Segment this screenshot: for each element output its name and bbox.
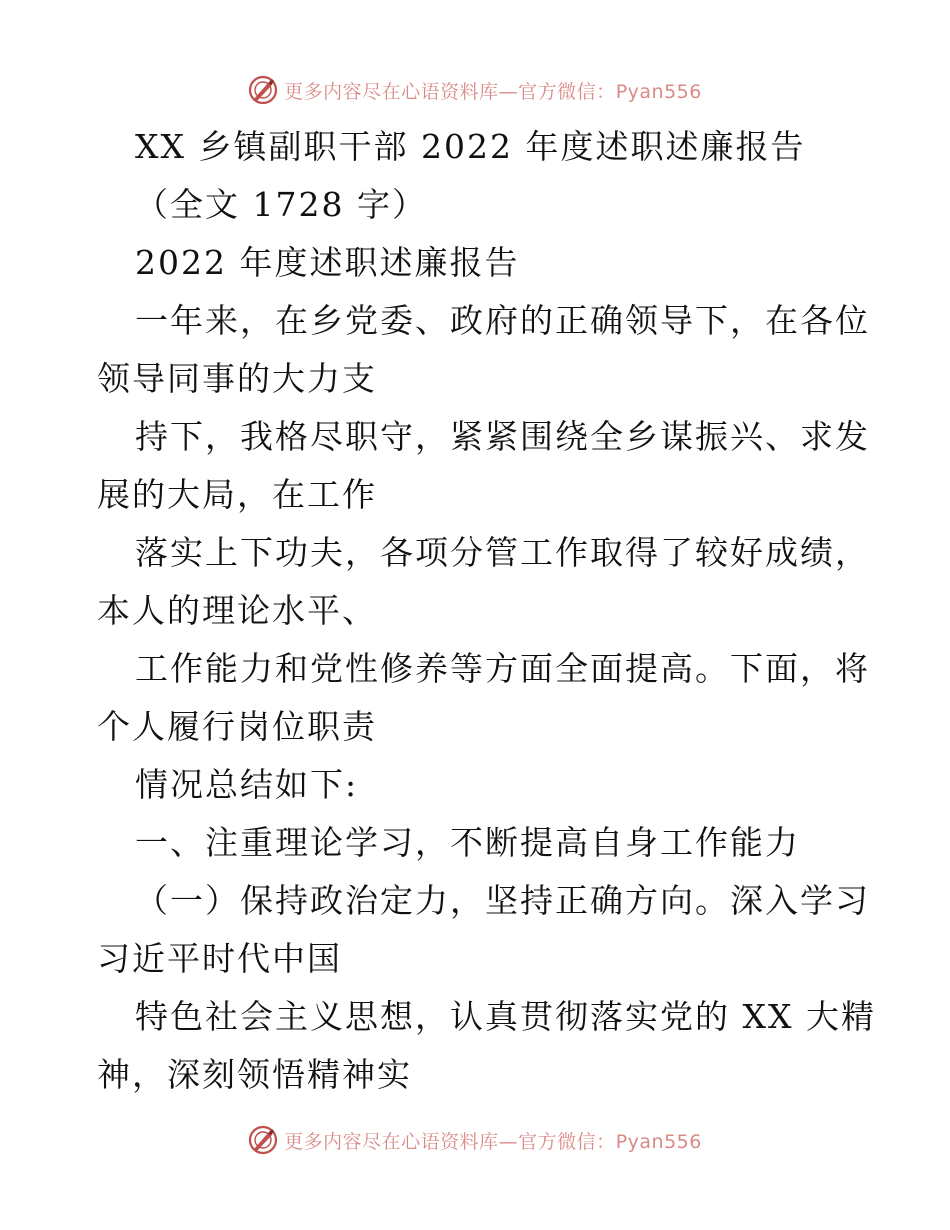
document-line: （一）保持政治定力，坚持正确方向。深入学习: [135, 881, 870, 920]
document-line: 一、注重理论学习，不断提高自身工作能力: [135, 823, 800, 862]
watermark-text: 更多内容尽在心语资料库—官方微信：Pyan556: [284, 80, 702, 103]
document-line: 本人的理论水平、: [97, 591, 377, 630]
watermark-banner-bottom: [0, 1120, 950, 1160]
document-line: 领导同事的大力支: [97, 359, 377, 398]
watermark-banner-top: [0, 70, 950, 110]
document-line: 特色社会主义思想，认真贯彻落实党的 XX 大精: [135, 997, 876, 1036]
watermark-text: 更多内容尽在心语资料库—官方微信：Pyan556: [284, 1130, 702, 1153]
document-line: XX 乡镇副职干部 2022 年度述职述廉报告: [135, 127, 806, 166]
pen-logo-icon: [248, 75, 278, 105]
document-line: 神，深刻领悟精神实: [97, 1055, 412, 1094]
document-line: 一年来，在乡党委、政府的正确领导下，在各位: [135, 301, 870, 340]
pen-logo-icon: [248, 1125, 278, 1155]
document-line: 持下，我格尽职守，紧紧围绕全乡谋振兴、求发: [135, 417, 870, 456]
document-line: 个人履行岗位职责: [97, 707, 377, 746]
document-line: 工作能力和党性修养等方面全面提高。下面，将: [135, 649, 870, 688]
document-line: 落实上下功夫，各项分管工作取得了较好成绩，: [135, 533, 870, 572]
document-line: 习近平时代中国: [97, 939, 342, 978]
document-line: （全文 1728 字）: [135, 185, 427, 224]
document-line: 展的大局，在工作: [97, 475, 377, 514]
document-line: 2022 年度述职述廉报告: [135, 243, 520, 282]
document-line: 情况总结如下:: [135, 765, 359, 804]
document-body: [97, 118, 876, 1104]
